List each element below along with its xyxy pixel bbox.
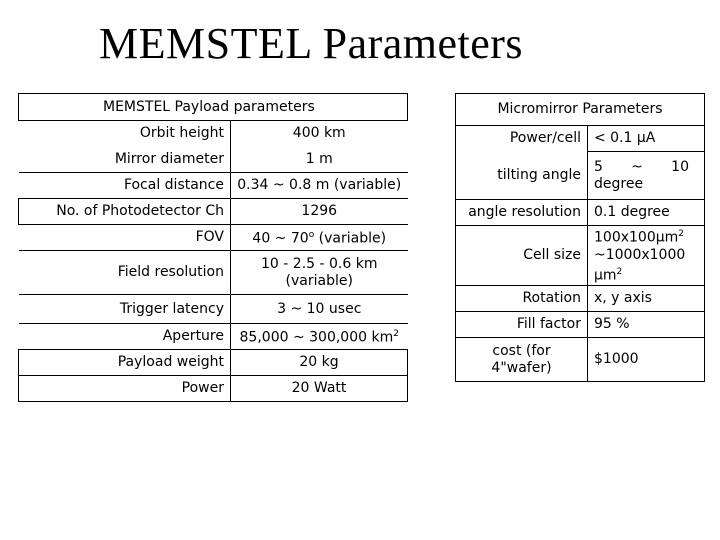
fov-label: FOV	[19, 225, 231, 251]
field-resolution-label: Field resolution	[19, 251, 231, 295]
cell-size-line3-sup: 2	[616, 267, 623, 277]
mirror-diameter-label: Mirror diameter	[19, 147, 231, 173]
payload-weight-value: 20 kg	[231, 350, 408, 376]
tilting-angle-sep: ~	[631, 158, 643, 175]
fov-value-post: (variable)	[314, 230, 387, 247]
fov-value-main: 40 ~ 70	[252, 230, 309, 247]
aperture-value	[231, 324, 408, 350]
table-row	[19, 295, 408, 324]
table-header: MEMSTEL Payload parameters	[19, 94, 408, 121]
table-row	[19, 147, 408, 173]
trigger-latency-label: Trigger latency	[19, 295, 231, 324]
mirror-diameter-value: 1 m	[231, 147, 408, 173]
table-row	[19, 324, 408, 350]
tilting-angle-value	[588, 152, 705, 200]
cell-size-line1: 100x100μm	[594, 230, 679, 246]
table-row	[19, 251, 408, 295]
table-row	[456, 200, 705, 226]
page-title: MEMSTEL Parameters	[99, 19, 524, 68]
payload-parameters-table	[18, 93, 408, 402]
rotation-value: x, y axis	[588, 286, 705, 312]
rotation-label: Rotation	[456, 286, 588, 312]
table-row	[19, 199, 408, 225]
field-resolution-line1: 10 - 2.5 - 0.6 km	[261, 255, 378, 272]
table-row	[456, 226, 705, 286]
power-value: 20 Watt	[231, 376, 408, 402]
tilting-angle-label: tilting angle	[456, 152, 588, 200]
table-row	[456, 94, 705, 126]
tilting-angle-min: 5	[594, 158, 603, 175]
micromirror-parameters-table	[455, 93, 705, 382]
cell-size-line1-sup: 2	[678, 229, 685, 240]
orbit-height-value: 400 km	[231, 121, 408, 147]
angle-resolution-value: 0.1 degree	[588, 200, 705, 226]
table-row	[19, 121, 408, 147]
focal-distance-value: 0.34 ~ 0.8 m (variable)	[231, 173, 408, 199]
table-row	[19, 94, 408, 121]
cost-value: $1000	[588, 338, 705, 382]
cell-size-line2: ~1000x1000	[594, 247, 686, 263]
cell-size-label: Cell size	[456, 226, 588, 286]
cost-label-line2: 4"wafer)	[491, 359, 552, 376]
table-header: Micromirror Parameters	[456, 94, 705, 126]
field-resolution-value	[231, 251, 408, 295]
angle-resolution-label: angle resolution	[456, 200, 588, 226]
table-row	[456, 126, 705, 152]
trigger-latency-value: 3 ~ 10 usec	[231, 295, 408, 324]
fov-value	[231, 225, 408, 251]
table-row	[456, 286, 705, 312]
cell-size-line3: μm	[594, 267, 617, 284]
cost-label	[456, 338, 588, 382]
cost-label-line1: cost (for	[492, 342, 551, 359]
aperture-label: Aperture	[19, 324, 231, 350]
photodetector-value: 1296	[231, 199, 408, 225]
power-label: Power	[19, 376, 231, 402]
tilting-angle-unit: degree	[594, 175, 644, 192]
table-row	[456, 152, 705, 200]
table-row	[19, 376, 408, 402]
table-row	[19, 350, 408, 376]
focal-distance-label: Focal distance	[19, 173, 231, 199]
photodetector-label: No. of Photodetector Ch	[19, 199, 231, 225]
aperture-value-main: 85,000 ~ 300,000 km	[239, 329, 394, 346]
aperture-value-sup: 2	[393, 329, 399, 340]
power-cell-label: Power/cell	[456, 126, 588, 152]
power-cell-value: < 0.1 μA	[588, 126, 705, 152]
orbit-height-label: Orbit height	[19, 121, 231, 147]
field-resolution-line2: (variable)	[285, 272, 353, 289]
table-row	[456, 338, 705, 382]
fill-factor-value: 95 %	[588, 312, 705, 338]
fov-value-sup: o	[308, 230, 315, 241]
payload-weight-label: Payload weight	[19, 350, 231, 376]
table-row	[19, 225, 408, 251]
cell-size-value	[588, 226, 705, 286]
tilting-angle-max: 10	[671, 158, 689, 175]
table-row	[19, 173, 408, 199]
table-row	[456, 312, 705, 338]
fill-factor-label: Fill factor	[456, 312, 588, 338]
